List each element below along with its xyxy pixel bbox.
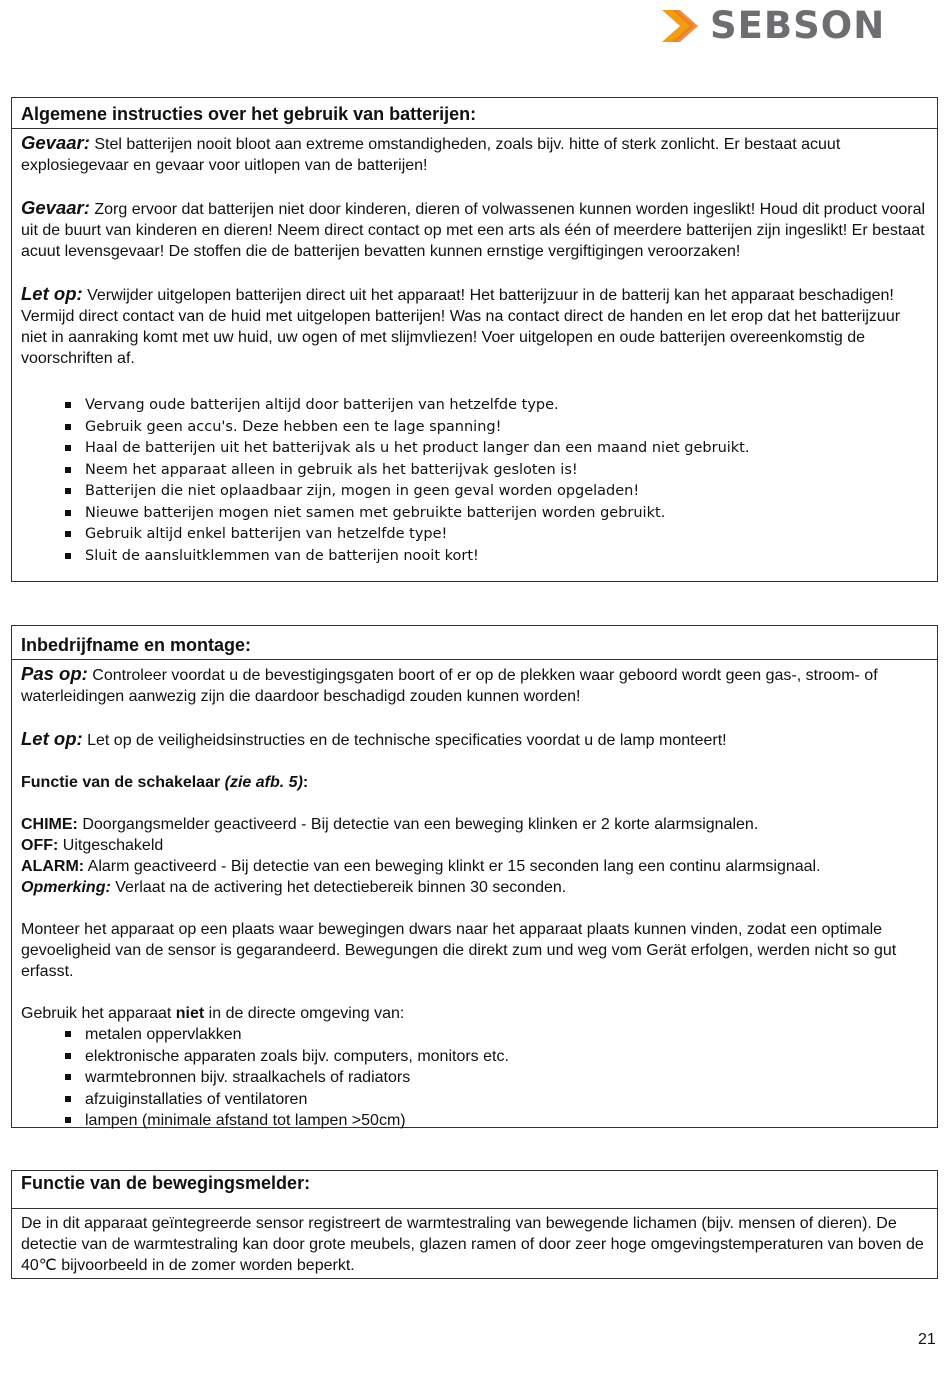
installation-box [11,625,938,1128]
caution-label: Let op: [21,283,83,304]
list-item: Gebruik geen accu's. Deze hebben een te lage spanning! [65,417,928,439]
mode-label: CHIME: [21,816,78,833]
note-text: Verlaat na de activering het detectiebereik binnen 30 seconden. [110,879,567,896]
warning-label: Gevaar: [21,132,90,153]
switch-chime [21,814,928,835]
battery-instructions-box [11,97,938,582]
heading-text: Functie van de schakelaar [21,774,225,791]
installation-note-paragraph [21,728,928,751]
paragraph-text: Verwijder uitgelopen batterijen direct uit het apparaat! Het batterijzuur in de batterij kan het apparaat beschadigen! Vermijd direct contact van de huid met uitgelopen batterijen! Was na contact direct de handen en let erop dat het batterijzuur niet in aanraking komt met uw huid, uw ogen of met slijmvliezen! Voer uitgelopen en oude batterijen overeenkomstig de voorschriften af. [21,287,901,367]
paragraph-text: Let op de veiligheidsinstructies en de technische specificaties voordat u de lamp monteert! [82,732,727,749]
text: Gebruik het apparaat [21,1005,176,1022]
brand-name: SEBSON [710,4,886,47]
mounting-paragraph: Monteer het apparaat op een plaats waar bewegingen dwars naar het apparaat plaats kunnen vinden, zodat een optimale gevoeligheid van de sensor is gegarandeerd. Bewegungen die direkt zum und weg vom Gerät erfolgen, werden nicht so gut erfasst. [21,921,897,980]
list-item: afzuiginstallaties of ventilatoren [65,1089,928,1111]
battery-rules-list [21,395,928,567]
warning-label: Gevaar: [21,197,90,218]
switch-note [21,877,928,898]
paragraph-text: Controleer voordat u de bevestigingsgaten boort of er op de plekken waar geboord wordt geen gas-, stroom- of waterleidingen aanwezig zijn die daardoor beschadigd zouden kunnen worden! [21,667,878,705]
installation-caution-paragraph [21,663,928,707]
switch-alarm [21,856,928,877]
mode-text: Alarm geactiveerd - Bij detectie van een beweging klinkt er 15 seconden lang een continu alarmsignaal. [84,858,821,875]
mode-label: ALARM: [21,858,85,875]
motion-body [12,1209,937,1276]
list-item: Neem het apparaat alleen in gebruik als het batterijvak gesloten is! [65,460,928,482]
list-item: Vervang oude batterijen altijd door batterijen van hetzelfde type. [65,395,928,417]
battery-danger-paragraph-2 [21,197,928,262]
page-number: 21 [918,1331,936,1348]
list-item: Nieuwe batterijen mogen niet samen met gebruikte batterijen worden gebruikt. [65,503,928,525]
list-item: warmtebronnen bijv. straalkachels of radiators [65,1067,928,1089]
battery-caution-paragraph [21,283,928,369]
avoid-heading [21,1003,928,1024]
paragraph-text: Stel batterijen nooit bloot aan extreme omstandigheden, zoals bijv. hitte of sterk zonlicht. Er bestaat acuut explosiegevaar en gevaar voor uitlopen van de batterijen! [21,136,841,174]
installation-title: Inbedrijfname en montage: [12,626,937,660]
text: in de directe omgeving van: [204,1005,405,1022]
list-item: lampen (minimale afstand tot lampen >50cm) [65,1110,928,1132]
note-label: Opmerking: [21,879,111,896]
list-item: Haal de batterijen uit het batterijvak als u het product langer dan een maand niet gebruikt. [65,438,928,460]
motion-paragraph: De in dit apparaat geïntegreerde sensor registreert de warmtestraling van bewegende lichamen (bijv. mensen of dieren). De detectie van de warmtestraling kan door grote meubels, glazen ramen of door zeer hoge omgevingstemperaturen van boven de 40℃ bijvoorbeeld in de zomer worden beperkt. [21,1215,924,1274]
battery-danger-paragraph-1 [21,132,928,176]
motion-sensor-box [11,1170,938,1279]
chevron-logo-icon [660,6,704,46]
switch-function-heading [21,772,928,793]
mode-text: Uitgeschakeld [58,837,164,854]
brand-logo [660,6,885,46]
list-item: Gebruik altijd enkel batterijen van hetzelfde type! [65,524,928,546]
caution-label: Pas op: [21,663,88,684]
avoid-list [21,1024,928,1132]
battery-body [12,129,937,567]
installation-body [12,660,937,1132]
mode-label: OFF: [21,837,59,854]
list-item: elektronische apparaten zoals bijv. computers, monitors etc. [65,1046,928,1068]
figure-reference: (zie afb. 5) [224,774,303,791]
switch-off [21,835,928,856]
list-item: metalen oppervlakken [65,1024,928,1046]
list-item: Batterijen die niet oplaadbaar zijn, mogen in geen geval worden opgeladen! [65,481,928,503]
heading-colon: : [302,774,309,791]
mode-text: Doorgangsmelder geactiveerd - Bij detectie van een beweging klinken er 2 korte alarmsignalen. [77,816,759,833]
list-item: Sluit de aansluitklemmen van de batterijen nooit kort! [65,546,928,568]
battery-title: Algemene instructies over het gebruik van batterijen: [12,98,937,129]
paragraph-text: Zorg ervoor dat batterijen niet door kinderen, dieren of volwassenen kunnen worden ingeslikt! Houd dit product vooral uit de buurt van kinderen en dieren! Neem direct contact op met een arts als één of meerdere batterijen zijn ingeslikt! Er bestaat acuut levensgevaar! De stoffen die de batterijen bevatten kunnen ernstige vergiftigingen veroorzaken! [21,201,926,260]
caution-label: Let op: [21,728,83,749]
motion-title: Functie van de bewegingsmelder: [12,1171,937,1209]
emphasis: niet [175,1005,205,1022]
